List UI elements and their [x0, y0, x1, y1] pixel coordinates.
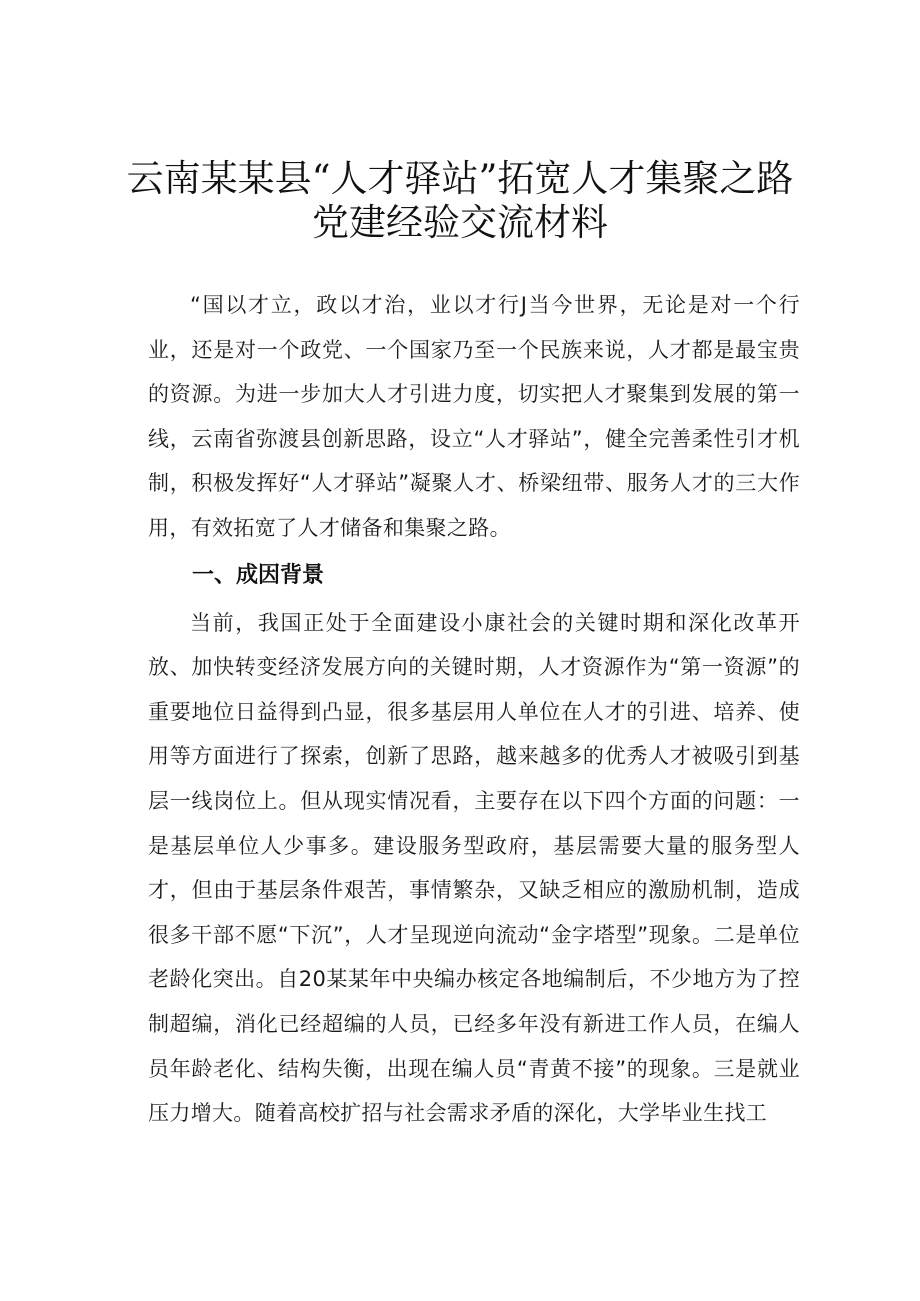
section-heading: 一、成因背景 — [192, 562, 325, 588]
document-body — [148, 283, 800, 1136]
document-title-line-2: 党建经验交流材料 — [312, 201, 608, 244]
document-title-line-1: 云南某某县“人才驿站”拓宽人才集聚之路 — [126, 157, 794, 200]
intro-paragraph: “国以才立，政以才治，业以才行J当今世界，无论是对一个行业，还是对一个政党、一个国家乃至一个民族来说，人才都是最宝贵的资源。为进一步加大人才引进力度，切实把人才聚集到发展的第一线，云南省弥渡县创新思路，设立“人才驿站”，健全完善柔性引才机制，积极发挥好“人才驿站”凝聚人才、桥梁纽带、服务人才的三大作用，有效拓宽了人才储备和集聚之路。 — [148, 293, 800, 540]
background-paragraph: 当前，我国正处于全面建设小康社会的关键时期和深化改革开放、加快转变经济发展方向的关键时期，人才资源作为“第一资源”的重要地位日益得到凸显，很多基层用人单位在人才的引进、培养、使用等方面进行了探索，创新了思路，越来越多的优秀人才被吸引到基层一线岗位上。但从现实情况看，主要存在以下四个方面的问题：一是基层单位人少事多。建设服务型政府，基层需要大量的服务型人才，但由于基层条件艰苦，事情繁杂，又缺乏相应的激励机制，造成很多干部不愿“下沉”，人才呈现逆向流动“金字塔型”现象。二是单位老龄化突出。自20某某年中央编办核定各地编制后，不少地方为了控制超编，消化已经超编的人员，已经多年没有新进工作人员，在编人员年龄老化、结构失衡，出现在编人员“青黄不接”的现象。三是就业压力增大。随着高校扩招与社会需求矛盾的深化，大学毕业生找工 — [148, 610, 800, 1126]
